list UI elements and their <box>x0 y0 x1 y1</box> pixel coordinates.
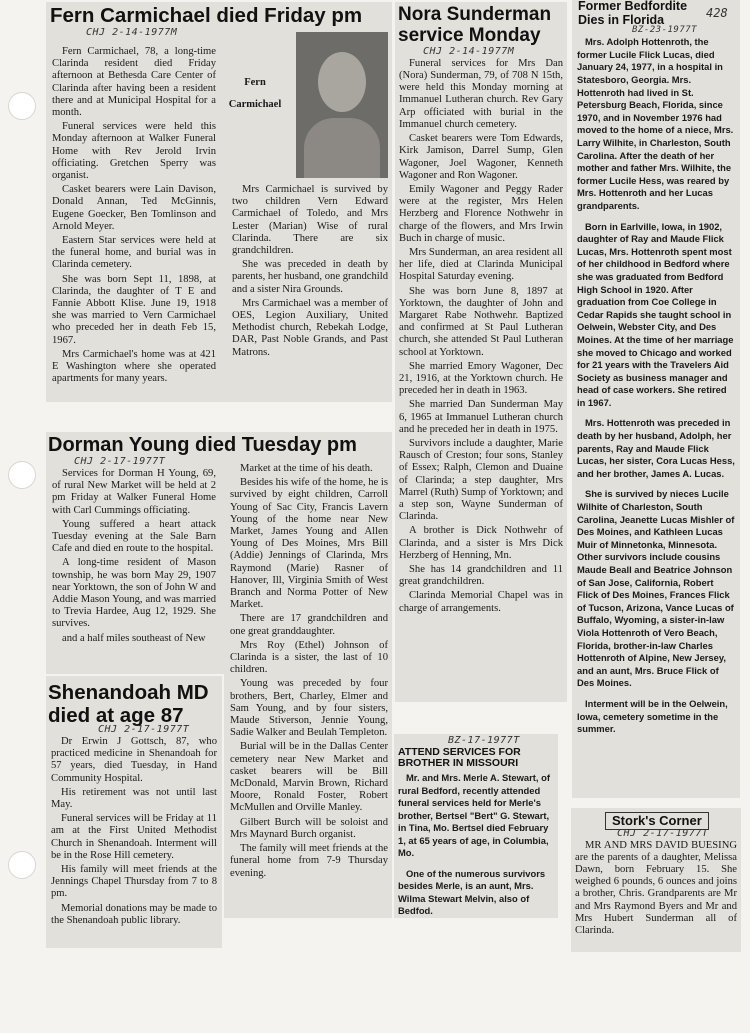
headline: Dorman Young died Tuesday pm <box>48 434 357 456</box>
article-paragraph: Survivors include a daughter, Marie Rausch of Creston; four sons, Stanley of Essex; Ralph, Clemon and Duaine of Clarinda; a step daughter, Mrs Marrel (Ruth) Sump of Yorktown; and a step son, Wayne Sunderman of Clarinda. <box>399 437 563 523</box>
headline: BROTHER IN MISSOURI <box>398 757 519 770</box>
article-body <box>572 36 740 735</box>
clipping-hottenroth <box>572 0 740 798</box>
article-paragraph: Funeral services for Mrs Dan (Nora) Sunderman, 79, of 708 N 15th, were held this Monday morning at Immanuel Lutheran church. Rev Gary Arp officiated with burial in the Immanuel church cemetery. <box>399 57 563 130</box>
headline: Dies in Florida <box>578 13 665 28</box>
article-body <box>395 58 567 615</box>
handwritten-note: CHJ 2-17-1977T <box>98 724 190 736</box>
headline: Former Bedfordite <box>578 0 688 13</box>
handwritten-note: CHJ 2-17-1977T <box>74 456 166 467</box>
article-paragraph: Besides his wife of the home, he is survived by eight children, Carroll Young of Sac City, Francis Lavern Young of the home near New Market, James Young and Allen Young of Des Moines, Mrs Bill (Addie) Jennings of Clarinda, Mrs Raymond (Marie) Rasner of Hanover, Ill, Virginia Smith of West Branch and Norma Potter of New Market. <box>230 477 388 611</box>
article-body <box>394 772 558 918</box>
article-column-2 <box>224 460 392 880</box>
handwritten-note: CHJ 2-14-1977M <box>86 26 178 38</box>
clipping-dorman-young-continued <box>224 460 392 918</box>
caption-line: Carmichael <box>228 99 282 110</box>
article-paragraph: Memorial donations may be made to the Shenandoah public library. <box>51 902 217 926</box>
article-paragraph: There are 17 grandchildren and one great granddaughter. <box>230 613 388 637</box>
headline: Nora Sunderman <box>398 4 552 25</box>
caption-line: Fern <box>244 77 266 88</box>
headline: ATTEND SERVICES FOR <box>398 746 521 758</box>
article-column-2 <box>232 184 388 361</box>
headline: Stork's Corner <box>605 812 709 830</box>
article-paragraph: Funeral services were held this Monday afternoon at Walker Funeral Home with Rev Jerold Irvin officiating. Gretchen Sperry was organist. <box>52 121 216 182</box>
article-paragraph: Young was preceded by four brothers, Bert, Charley, Elmer and Sam Young, and by four sisters, Maude Stiverson, Jennie Young, Sadie Walker and Beulah Templeton. <box>230 678 388 739</box>
clipping-gottsch <box>46 676 222 948</box>
article-paragraph: Fern Carmichael, 78, a long-time Clarinda resident died Friday afternoon at Bethesda Care Center of Clarinda after having been a resident there and at Municipal Hospital for a month. <box>52 46 216 119</box>
handwritten-note: CHJ 2-14-1977M <box>423 45 515 57</box>
article-paragraph: She was born Sept 11, 1898, at Clarinda, the daughter of T E and Fannie Abbott Klise. June 19, 1918 she was married to Vern Carmichael who preceded her in death Feb 15, 1967. <box>52 273 216 346</box>
article-paragraph: A brother is Dick Nothwehr of Clarinda, and a sister is Mrs Dick Herzberg of Henning, Mn. <box>399 525 563 561</box>
article-paragraph: Burial will be in the Dallas Center cemetery near New Market and casket bearers will be Bill McDonald, Marvin Brown, Richard Moore, Ronald Foster, Robert McMullen and Orville Manley. <box>230 741 388 814</box>
clipping-storks-corner <box>571 808 741 952</box>
article-paragraph: Mrs. Adolph Hottenroth, the former Lucile Flick Lucas, died January 24, 1977, in a hospital in Statesboro, Georgia. Mrs. Hottenroth had lived in St. Petersburg Beach, Florida, since 1970, and in November 1976 had moved to the home of a niece, Mrs. Larry Wilhite, in Charleston, South Carolina. After the death of her mother and father Mrs. Wilhite, the former Lucile Hess, was reared by Mrs. Hottenroth and her Lucas grandparents. <box>577 36 734 211</box>
article-paragraph: A long-time resident of Mason township, he was born May 29, 1907 near Yorktown, the son of John W and Addie Mason Young, and was married to Trevia Hardee, Aug 12, 1929. She survives. <box>52 557 216 630</box>
article-paragraph: MR AND MRS DAVID BUESING are the parents of a daughter, Melissa Dawn, born February 15. She weighed 6 pounds, 6 ounces and joins a brother, Chris. Grandparents are Mr and Mrs Raymond Byers and Mr and Mrs Hubert Sunderman all of Clarinda. <box>575 839 737 937</box>
article-paragraph: Mr. and Mrs. Merle A. Stewart, of rural Bedford, recently attended funeral services held for Merle's brother, Bertsel "Bert" G. Stewart, in Tina, Mo. Bertsel died February 1, at 65 years of age, in Columbia, Mo. <box>398 772 550 859</box>
article-paragraph: Market at the time of his death. <box>240 463 373 474</box>
page-number: 428 <box>706 6 728 20</box>
article-paragraph: She was born June 8, 1897 at Yorktown, the daughter of John and Margaret Rabe Nothwehr. Baptized and confirmed at St Paul Lutheran church, she attended St Paul Lutheran school at Yorktown. <box>399 285 563 358</box>
article-paragraph: She is survived by nieces Lucile Wilhite of Charleston, South Carolina, Jeanette Lucas Mishler of Des Moines, and Kathleen Lucas Muir of Minnetonka, Minnesota. Other survivors include cousins Maude Beall and Beatrice Johnson of San Jose, California, Robert Flick of Des Moines, Frances Flick of Tucson, Arizona, Vance Lucas of Buffalo, Wyoming, a sister-in-law Viola Hottenroth of Vero Beach, Florida, brother-in-law Charles Hottenroth of Alpine, New Jersey, and an aunt, Mrs. Bruce Flick of Des Moines. <box>577 488 735 689</box>
article-paragraph: Eastern Star services were held at the funeral home, and burial was in Clarinda cemetery. <box>52 235 216 271</box>
article-paragraph: Casket bearers were Tom Edwards, Kirk Jamison, Darrel Sump, Glen Wagoner, Joel Wagoner, Kenneth Wagoner and Ron Wagoner. <box>399 133 563 181</box>
article-paragraph: Interment will be in the Oelwein, Iowa, cemetery sometime in the summer. <box>577 697 728 735</box>
binder-hole <box>8 92 36 120</box>
handwritten-note: BZ-17-1977T <box>448 735 520 746</box>
headline: Fern Carmichael died Friday pm <box>50 4 363 27</box>
article-paragraph: His retirement was not until last May. <box>51 786 217 811</box>
clipping-nora-sunderman <box>395 2 567 702</box>
clipping-fern-carmichael <box>46 2 392 402</box>
article-paragraph: Mrs Sunderman, an area resident all her life, died at Clarinda Municipal Hospital Saturday evening. <box>399 246 563 283</box>
article-paragraph: Young suffered a heart attack Tuesday evening at the Sale Barn Cafe and died en route to the hospital. <box>52 518 216 555</box>
headline: Shenandoah MD <box>48 681 209 704</box>
article-column-1 <box>52 468 216 647</box>
article-paragraph: Dr Erwin J Gottsch, 87, who practiced medicine in Shenandoah for 57 years, died Tuesday, in Hand Community Hospital. <box>51 736 217 784</box>
article-paragraph: One of the numerous survivors besides Merle, is an aunt, Mrs. Wilma Stewart Melvin, also of Bedfod. <box>398 867 546 917</box>
article-paragraph: Emily Wagoner and Peggy Rader were at the register, Mrs Helen Herzberg and Florence Nothwehr in charge of the flowers, and Mrs Irwin Buch in charge of music. <box>399 183 563 244</box>
clipping-stewart <box>394 734 558 918</box>
article-paragraph: Funeral services will be Friday at 11 am at the First United Methodist Church in Shenandoah. Interment will be in the Rose Hill cemetery. <box>51 813 217 861</box>
handwritten-note: BZ-23-1977T <box>632 25 698 36</box>
article-paragraph: She married Dan Sunderman May 6, 1965 at Immanuel Lutheran church and he preceded her in death in 1975. <box>399 399 563 435</box>
article-paragraph: and a half miles southeast of New <box>62 632 206 644</box>
article-column-1 <box>52 46 216 387</box>
article-paragraph: The family will meet friends at the funeral home from 7-9 Thursday evening. <box>230 843 388 879</box>
headline: service Monday <box>398 24 541 46</box>
article-paragraph: Casket bearers were Lain Davison, Donald Annan, Ted McGinnis, Eugene Goecker, Ben Tomlinson and Arnold Meyer. <box>52 184 216 232</box>
article-paragraph: Gilbert Burch will be soloist and Mrs Maynard Burch organist. <box>230 816 388 840</box>
photo-caption <box>228 72 282 116</box>
portrait-photo <box>296 32 388 178</box>
handwritten-note: CHJ 2-17-1977T <box>617 827 709 839</box>
article-body <box>46 736 222 927</box>
article-paragraph: Mrs Carmichael was a member of OES, Legion Auxiliary, United Methodist church, Rebekah Lodge, DAR, Past Noble Grands, and Past Matrons. <box>232 297 388 358</box>
article-paragraph: Clarinda Memorial Chapel was in charge of arrangements. <box>399 590 563 614</box>
article-paragraph: Mrs Carmichael is survived by two children Vern Edward Carmichael of Toledo, and Mrs Lester (Marian) Wise of rural Clarinda. There are six grandchildren. <box>232 184 388 257</box>
article-paragraph: His family will meet friends at the Jennings Chapel Thursday from 7 to 8 pm. <box>51 864 217 900</box>
article-body <box>571 840 741 938</box>
article-paragraph: Services for Dorman H Young, 69, of rural New Market will be held at 2 pm Friday at Walker Funeral Home with Carl Cummings officiating. <box>52 468 216 516</box>
binder-hole <box>8 851 36 879</box>
headline: died at age 87 <box>48 703 184 727</box>
article-paragraph: She has 14 grandchildren and 11 great grandchildren. <box>399 564 563 588</box>
binder-hole <box>8 461 36 489</box>
article-paragraph: She married Emory Wagoner, Dec 21, 1916, at the Yorktown church. He preceded her in death in 1963. <box>399 360 563 397</box>
article-paragraph: Mrs Roy (Ethel) Johnson of Clarinda is a sister, the last of 10 children. <box>230 639 388 676</box>
article-paragraph: Born in Earlville, Iowa, in 1902, daughter of Ray and Maude Flick Lucas, Mrs. Hottenroth spent most of her childhood in Bedford where she was graduated from Bedford High School in 1920. After graduation from Coe College in Cedar Rapids she taught school in Oelwein, Webster City, and Des Moines. At the time of her marriage she moved to Chicago and worked for 21 years with the Travelers Aid Society as business manager and head of case workers. She retired in 1967. <box>577 220 734 408</box>
article-paragraph: Mrs. Hottenroth was preceded in death by her husband, Adolph, her parents, Ray and Maude Flick Lucas, her sister, Cora Lucas Hess, and her brother, James A. Lucas. <box>577 417 735 479</box>
article-paragraph: She was preceded in death by parents, her husband, one grandchild and a sister Nira Grounds. <box>232 259 388 295</box>
article-paragraph: Mrs Carmichael's home was at 421 E Washington where she operated apartments for many years. <box>52 348 216 385</box>
